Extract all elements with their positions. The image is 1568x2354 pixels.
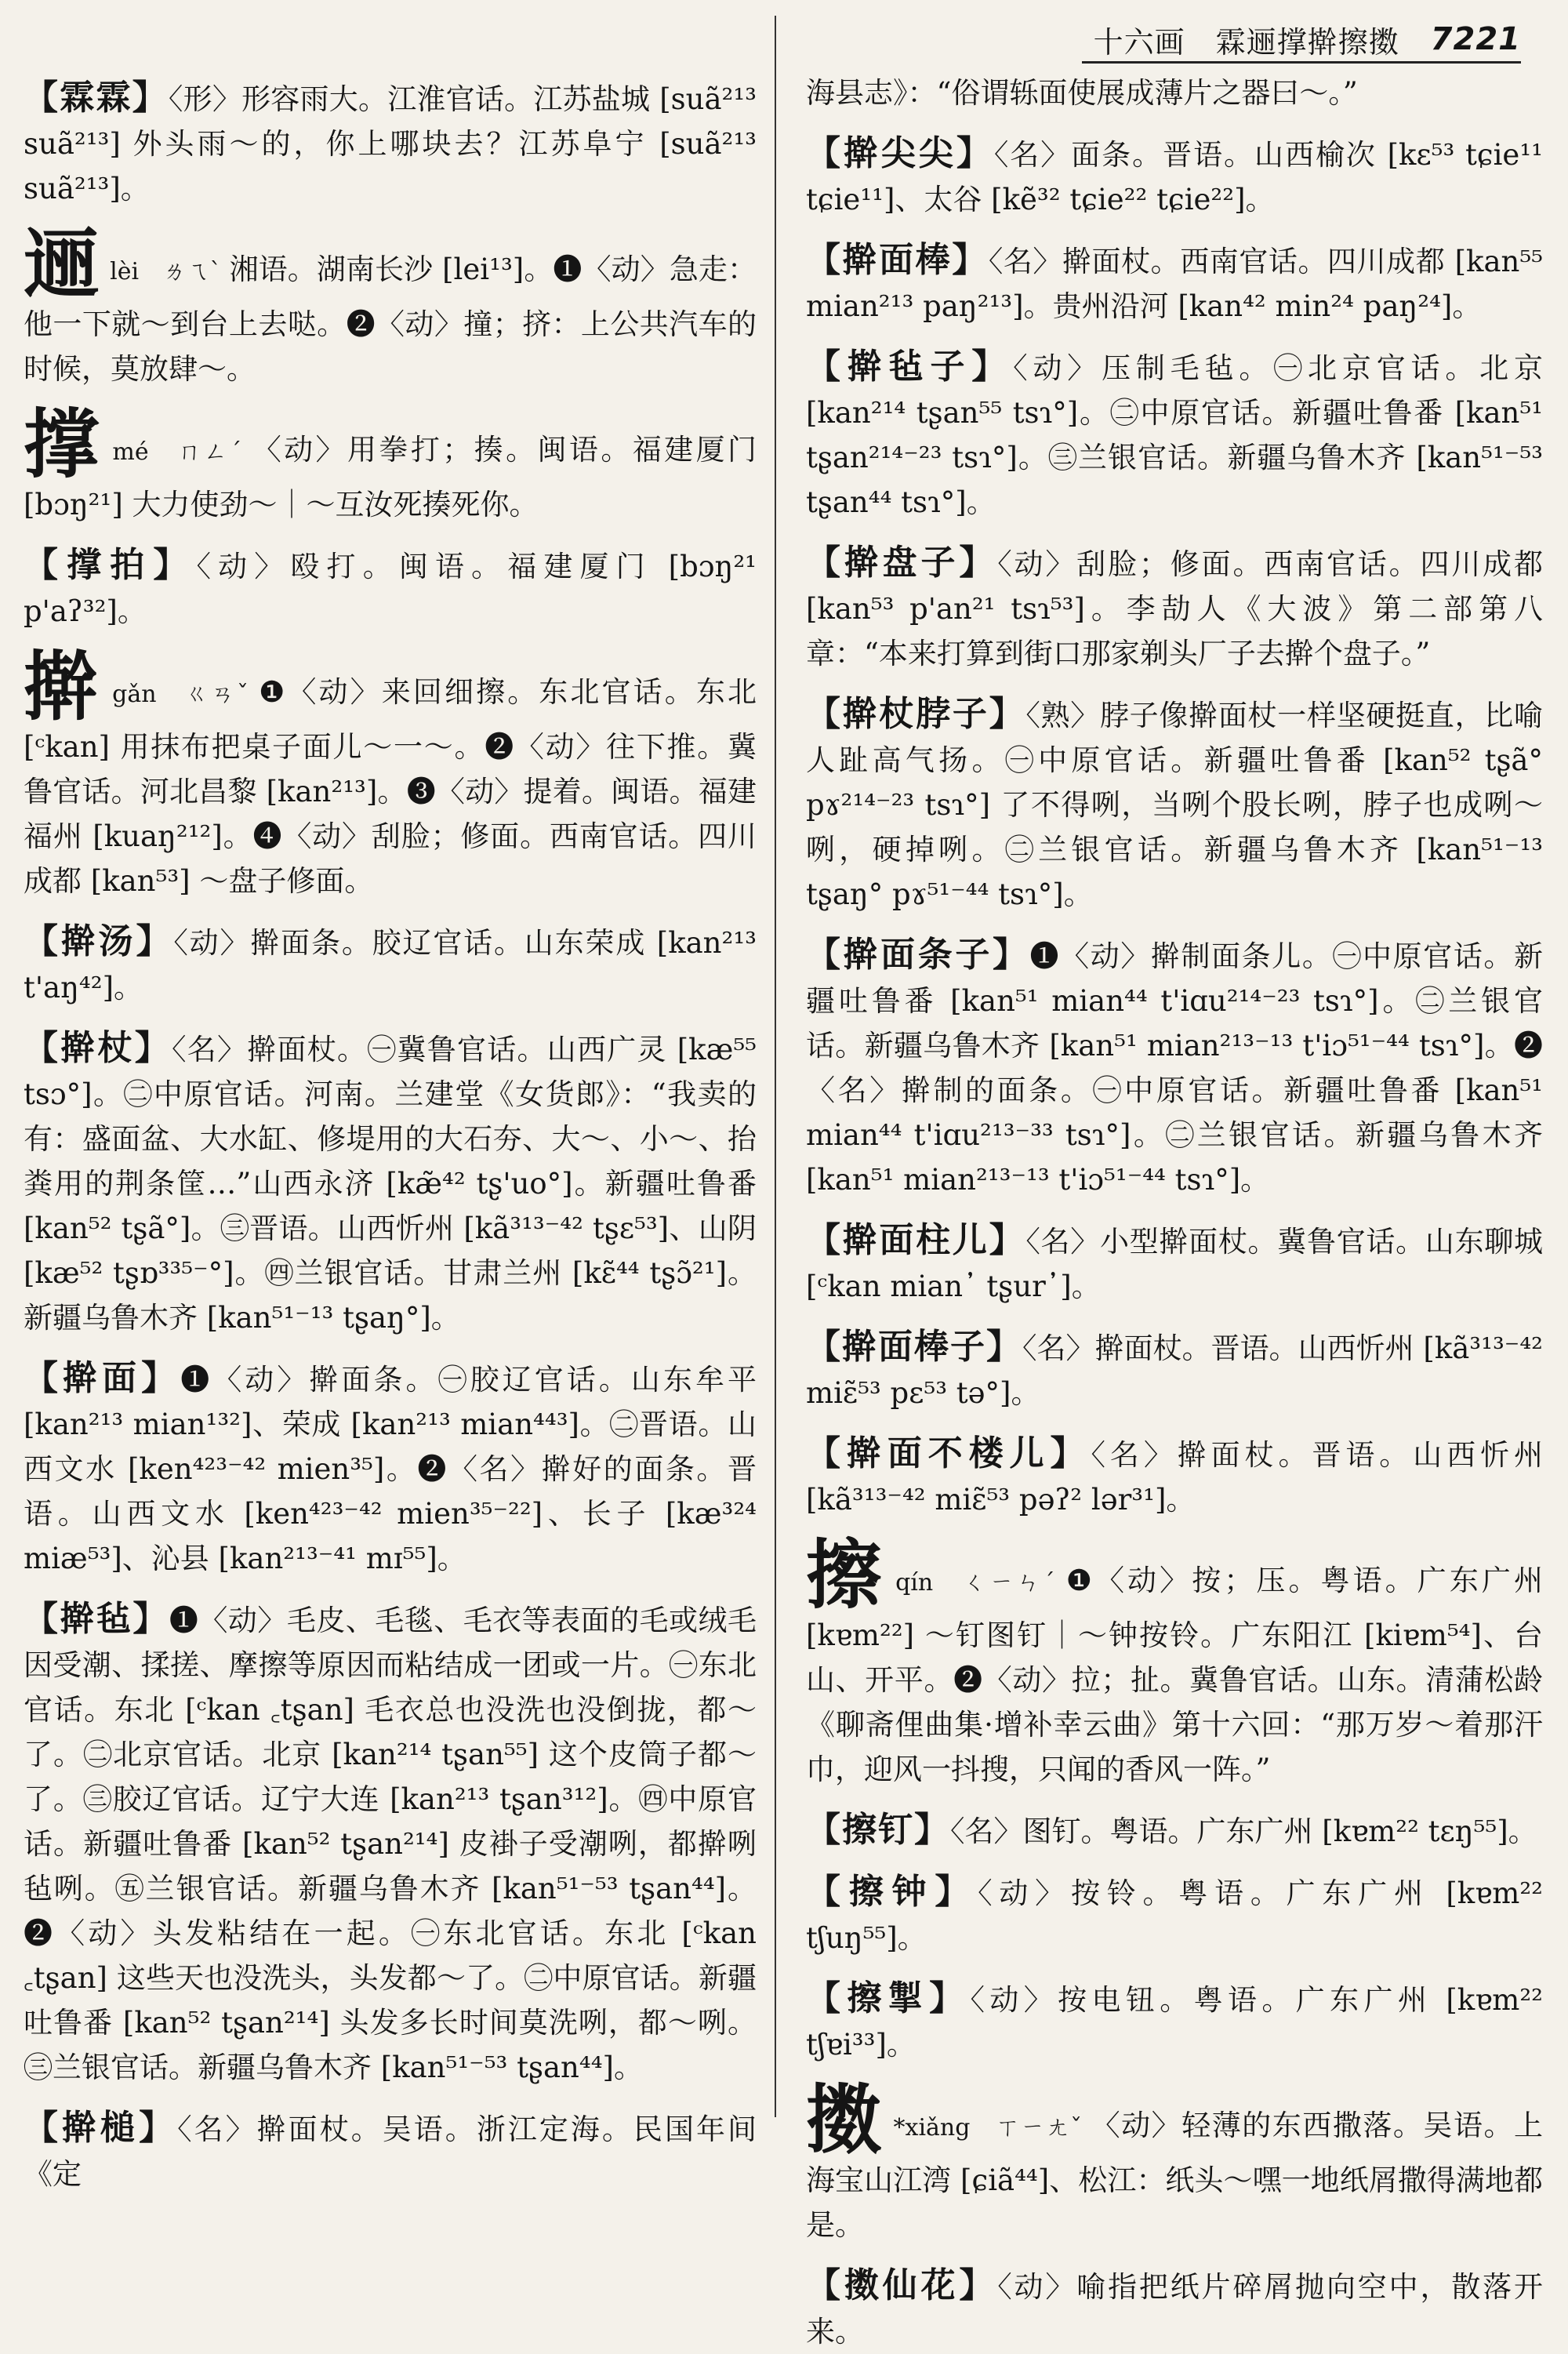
entry-pinyin: mé ㄇㄥˊ — [112, 438, 245, 466]
entry-pinyin: lèi ㄌㄟˋ — [110, 258, 222, 285]
entry-text: 〈名〉擀面杖。㊀冀鲁官话。山西广灵 [kæ⁵⁵ tsɔ°]。㊁中原官话。河南。兰建堂《女货郎》：“我卖的有：盛面盆、大水缸、修堤用的大石夯、大～、小～、抬粪用的荆条筐…”山西永济 [kæ̃⁴² tʂ'uo°]。新疆吐鲁番 [kan⁵² tʂã°]。㊂晋语。山西忻州 [kã³¹³⁻⁴² tʂɛ⁵³]、山阴 [kæ⁵² tʂɒ³³⁵⁻°]。㊃兰银官话。甘肃兰州 [kɛ̃⁴⁴ tʂɔ̃²¹]。新疆乌鲁木齐 [kan⁵¹⁻¹³ tʂaŋ°]。 — [24, 1033, 757, 1335]
sub-entry — [806, 1869, 1543, 1960]
sub-entry — [806, 131, 1543, 222]
main-entry — [24, 220, 757, 391]
entry-text: 〈动〉擀面条。胶辽官话。山东荣成 [kan²¹³ t'aŋ⁴²]。 — [24, 926, 757, 1004]
right-column — [806, 71, 1544, 2349]
column-divider — [775, 16, 776, 2117]
entry-headword: 【擀面不楼儿】 — [806, 1433, 1091, 1473]
entry-headword: 【霖霖】 — [24, 78, 169, 118]
entry-text: 〈动〉轻薄的东西撒落。吴语。上海宝山江湾 [ɕiã⁴⁴]、松江：纸头～嘿一地纸屑撒得满地都是。 — [806, 2109, 1543, 2242]
entry-headword: 【擀盘子】 — [806, 543, 998, 583]
main-entry — [806, 1531, 1544, 1792]
entry-text: 〈动〉按铃。粤语。广东广州 [kɐm²² tʃuŋ⁵⁵]。 — [806, 1876, 1543, 1955]
entry-headword: 【擦钉】 — [806, 1810, 950, 1850]
entry-text: 〈名〉擀面杖。晋语。山西忻州 [kã³¹³⁻⁴² miɛ̃⁵³ pɛ⁵³ tə°]。 — [806, 1331, 1544, 1410]
entry-text: 〈动〉殴打。闽语。福建厦门 [bɔŋ²¹ p'aʔ³²]。 — [24, 550, 757, 628]
sub-entry — [24, 1356, 757, 1581]
entry-pinyin: gǎn ㄍㄢˇ — [112, 681, 252, 708]
entry-character: 撑 — [24, 400, 102, 489]
entry-text: 〈形〉形容雨大。江淮官话。江苏盐城 [suã²¹³ suã²¹³] 外头雨～的，你上哪块去？江苏阜宁 [suã²¹³ suã²¹³]。 — [24, 82, 757, 205]
sub-entry — [806, 692, 1543, 917]
entry-headword: 【擀尖尖】 — [806, 133, 994, 173]
entry-text: ❶〈动〉来回细擦。东北官话。东北 [ᶜkan] 用抹布把桌子面儿～一～。❷〈动〉往下推。冀鲁官话。河北昌黎 [kan²¹³]。❸〈动〉提着。闽语。福建福州 [kuaŋ²¹²]。❹〈动〉刮脸；修面。西南官话。四川成都 [kan⁵³] ～盘子修面。 — [24, 675, 757, 898]
sub-entry — [24, 1597, 757, 2090]
entry-text: 〈名〉图钉。粤语。广东广州 [kɐm²² tɛŋ⁵⁵]。 — [950, 1815, 1537, 1848]
sub-entry — [806, 1976, 1543, 2067]
sub-entry — [24, 1026, 757, 1340]
sub-entry — [806, 344, 1543, 525]
entry-text: 〈名〉面条。晋语。山西榆次 [kɛ⁵³ tɕie¹¹ tɕie¹¹]、太谷 [kẽ³² tɕie²² tɕie²²]。 — [806, 138, 1543, 216]
main-entry — [24, 400, 757, 527]
entry-pinyin: *xiǎng ㄒㄧㄤˇ — [893, 2114, 1083, 2141]
entry-headword: 【擦掣】 — [806, 1978, 971, 2018]
sub-entry — [806, 540, 1543, 676]
entry-text: 〈名〉擀面杖。晋语。山西忻州 [kã³¹³⁻⁴² miɛ̃⁵³ pəʔ² lər³¹]。 — [806, 1438, 1544, 1517]
sub-entry — [24, 2105, 757, 2196]
sub-entry — [806, 238, 1543, 329]
main-entry — [806, 2076, 1543, 2247]
entry-character: 逦 — [24, 220, 100, 308]
entry-text: 〈动〉刮脸；修面。西南官话。四川成都 [kan⁵³ p'an²¹ tsɿ⁵³]。李劼人《大波》第二部第八章：“本来打算到街口那家剃头厂子去擀个盘子。” — [806, 547, 1544, 670]
sub-entry — [806, 1324, 1543, 1415]
entry-headword: 【擞仙花】 — [806, 2265, 998, 2305]
entry-text: 〈动〉用拳打；揍。闽语。福建厦门 [bɔŋ²¹] 大力使劲～｜～互汝死揍死你。 — [24, 433, 757, 521]
entry-text: 〈名〉擀面杖。吴语。浙江定海。民国年间《定 — [24, 2112, 757, 2191]
entry-headword: 【擀面柱儿】 — [806, 1220, 1026, 1260]
sub-entry — [24, 75, 757, 211]
entry-text: 〈名〉擀面杖。西南官话。四川成都 [kan⁵⁵ mian²¹³ paŋ²¹³]。贵州沿河 [kan⁴² min²⁴ paŋ²⁴]。 — [806, 245, 1544, 323]
left-column — [24, 75, 757, 2191]
entry-headword: 【撑拍】 — [24, 545, 197, 585]
sub-entry — [806, 932, 1543, 1202]
entry-text: 〈动〉压制毛毡。㊀北京官话。北京 [kan²¹⁴ tʂan⁵⁵ tsɿ°]。㊁中原官话。新疆吐鲁番 [kan⁵¹ tʂan²¹⁴⁻²³ tsɿ°]。㊂兰银官话。新疆乌鲁木齐 [kan⁵¹⁻⁵³ tʂan⁴⁴ tsɿ°]。 — [806, 351, 1543, 519]
entry-headword: 【擀面棒】 — [806, 240, 989, 280]
sub-entry — [806, 1431, 1543, 1522]
main-entry — [24, 642, 757, 903]
entry-headword: 【擀杖】 — [24, 1028, 172, 1068]
entry-text: 海县志》：“俗谓轹面使展成薄片之器曰～。” — [806, 76, 1358, 110]
sub-entry — [24, 543, 757, 634]
page-header — [1082, 17, 1521, 64]
entry-text: 湘语。湖南长沙 [lei¹³]。❶〈动〉急走：他一下就～到台上去哒。❷〈动〉撞；挤：上公共汽车的时候，莫放肆～。 — [24, 252, 757, 386]
entry-text: ❶〈动〉按；压。粤语。广东广州 [kɐm²²] ～钉图钉｜～钟按铃。广东阳江 [kiɐm⁵⁴]、台山、开平。❷〈动〉拉；扯。冀鲁官话。山东。清蒲松龄《聊斋俚曲集·增补幸云曲》第十六回：“那万岁～着那汗巾，迎风一抖搜，只闻的香风一阵。” — [806, 1564, 1544, 1786]
entry-headword: 【擦钟】 — [806, 1872, 978, 1912]
sub-entry — [806, 71, 1543, 115]
entry-text: ❶〈动〉擀面条。㊀胶辽官话。山东牟平 [kan²¹³ mian¹³²]、荣成 [kan²¹³ mian⁴⁴³]。㊁晋语。山西文水 [ken⁴²³⁻⁴² mien³⁵]。❷〈名〉擀好的面条。晋语。山西文水 [ken⁴²³⁻⁴² mien³⁵⁻²²]、长子 [kæ³²⁴ miæ⁵³]、沁县 [kan²¹³⁻⁴¹ mɪ⁵⁵]。 — [24, 1363, 757, 1575]
entry-text: ❶〈动〉擀制面条儿。㊀中原官话。新疆吐鲁番 [kan⁵¹ mian⁴⁴ t'iɑu²¹⁴⁻²³ tsɿ°]。㊁兰银官话。新疆乌鲁木齐 [kan⁵¹ mian²¹³⁻¹³ t'iɔ⁵¹⁻⁴⁴ tsɿ°]。❷〈名〉擀制的面条。㊀中原官话。新疆吐鲁番 [kan⁵¹ mian⁴⁴ t'iɑu²¹³⁻³³ tsɿ°]。㊁兰银官话。新疆乌鲁木齐 [kan⁵¹ mian²¹³⁻¹³ t'iɔ⁵¹⁻⁴⁴ tsɿ°]。 — [806, 939, 1544, 1197]
entry-headword: 【擀面棒子】 — [806, 1327, 1023, 1367]
sub-entry — [806, 1807, 1543, 1854]
entry-headword: 【擀面】 — [24, 1358, 181, 1398]
running-title: 十六画 霖逦撑擀擦擞 — [1093, 24, 1399, 60]
page-number: 7221 — [1430, 21, 1521, 57]
sub-entry — [806, 2263, 1543, 2354]
sub-entry — [24, 919, 757, 1010]
entry-character: 擀 — [24, 642, 102, 731]
entry-text: ❶〈动〉毛皮、毛毯、毛衣等表面的毛或绒毛因受潮、揉搓、摩擦等原因而粘结成一团或一片。㊀东北官话。东北 [ᶜkan ꜀tʂan] 毛衣总也没洗也没倒拢，都～了。㊁北京官话。北京 [kan²¹⁴ tʂan⁵⁵] 这个皮筒子都～了。㊂胶辽官话。辽宁大连 [kan²¹³ tʂan³¹²]。㊃中原官话。新疆吐鲁番 [kan⁵² tʂan²¹⁴] 皮褂子受潮咧，都擀咧毡咧。㊄兰银官话。新疆乌鲁木齐 [kan⁵¹⁻⁵³ tʂan⁴⁴]。❷〈动〉头发粘结在一起。㊀东北官话。东北 [ᶜkan ꜀tʂan] 这些天也没洗头，头发都～了。㊁中原官话。新疆吐鲁番 [kan⁵² tʂan²¹⁴] 头发多长时间莫洗咧，都～咧。㊂兰银官话。新疆乌鲁木齐 [kan⁵¹⁻⁵³ tʂan⁴⁴]。 — [24, 1604, 757, 2084]
entry-text: 〈动〉喻指把纸片碎屑抛向空中，散落开来。 — [806, 2270, 1544, 2349]
entry-text: 〈熟〉脖子像擀面杖一样坚硬挺直，比喻人趾高气扬。㊀中原官话。新疆吐鲁番 [kan⁵² tʂã° pɤ²¹⁴⁻²³ tsɿ°] 了不得咧，当咧个股长咧，脖子也成咧～咧，硬掉咧。㊁兰银官话。新疆乌鲁木齐 [kan⁵¹⁻¹³ tʂaŋ° pɤ⁵¹⁻⁴⁴ tsɿ°]。 — [806, 699, 1544, 911]
entry-headword: 【擀槌】 — [24, 2108, 178, 2148]
entry-headword: 【擀毡】 — [24, 1599, 169, 1639]
entry-headword: 【擀汤】 — [24, 921, 174, 961]
entry-headword: 【擀毡子】 — [806, 347, 1014, 387]
entry-character: 擦 — [806, 1531, 885, 1619]
entry-text: 〈动〉按电钮。粤语。广东广州 [kɐm²² tʃɐi³³]。 — [806, 1983, 1544, 2062]
entry-headword: 【擀面条子】 — [806, 935, 1030, 975]
sub-entry — [806, 1218, 1543, 1309]
entry-headword: 【擀杖脖子】 — [806, 694, 1026, 734]
entry-pinyin: qín ㄑㄧㄣˊ — [895, 1569, 1058, 1597]
entry-character: 擞 — [806, 2076, 883, 2164]
entry-text: 〈名〉小型擀面杖。冀鲁官话。山东聊城 [ᶜkan mian᾿ tʂur᾿]。 — [806, 1225, 1544, 1303]
